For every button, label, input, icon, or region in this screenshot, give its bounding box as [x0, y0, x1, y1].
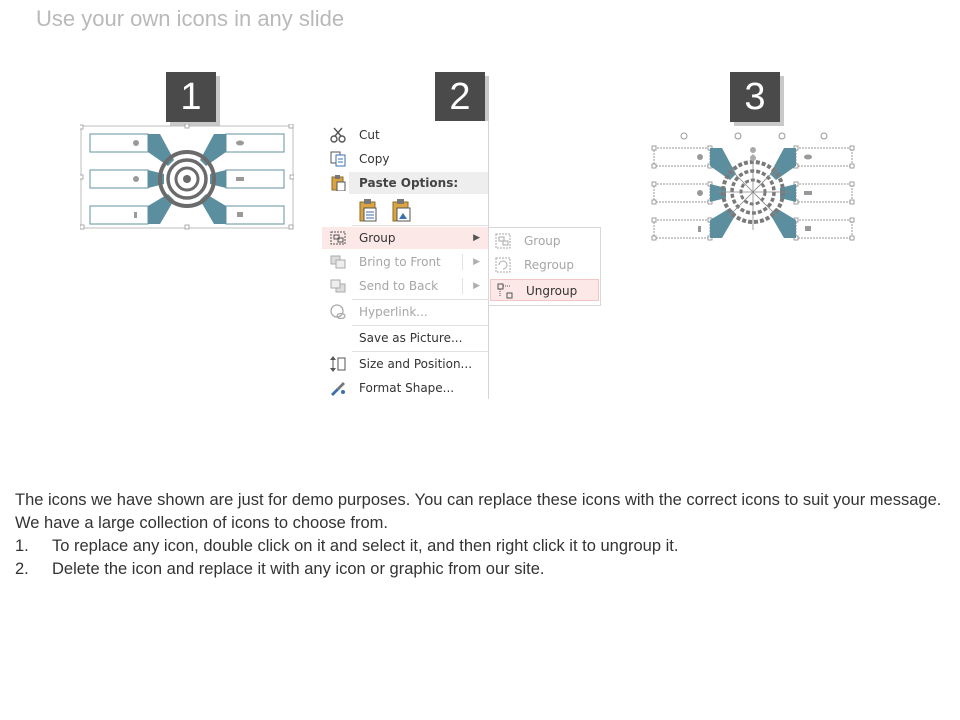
group-icon	[329, 230, 347, 246]
menu-label-size-and-position: Size and Position...	[359, 357, 473, 371]
instructions-intro: The icons we have shown are just for demo purposes. You can replace these icons with the correct icons to suit your message. We have a large collection of icons to choose from.	[15, 491, 942, 532]
step-number: 1.	[15, 537, 29, 555]
group-submenu	[488, 227, 601, 306]
step-badge-3: 3	[730, 72, 780, 122]
submenu-item-group[interactable]	[489, 230, 600, 252]
instructions	[15, 489, 945, 581]
hyperlink-icon	[329, 304, 347, 320]
group-icon	[495, 233, 511, 249]
ungroup-icon	[497, 283, 513, 299]
menu-label-format-shape: Format Shape...	[359, 381, 455, 395]
copy-icon	[329, 151, 347, 167]
menu-item-group[interactable]	[322, 227, 488, 249]
menu-label-send-to-back: Send to Back	[359, 279, 439, 293]
submenu-arrow-icon: ▶	[473, 257, 480, 267]
menu-item-cut[interactable]	[322, 124, 488, 146]
menu-label-cut: Cut	[359, 128, 380, 142]
paste-options-label: Paste Options:	[359, 176, 459, 190]
paste-options-header	[349, 172, 488, 194]
menu-label-save-as-picture: Save as Picture...	[359, 331, 463, 345]
submenu-label-regroup: Regroup	[524, 258, 575, 272]
instruction-step-1	[15, 535, 945, 558]
submenu-arrow-icon: ▶	[473, 233, 480, 243]
submenu-label-ungroup: Ungroup	[526, 284, 578, 298]
menu-item-format-shape[interactable]	[322, 377, 488, 399]
step-badge-2: 2	[435, 72, 485, 122]
step-text: To replace any icon, double click on it and select it, and then right click it to ungroup it.	[52, 537, 679, 555]
clipboard-icon	[329, 175, 347, 191]
format-shape-icon	[329, 380, 347, 396]
submenu-label-group: Group	[524, 234, 561, 248]
submenu-arrow-icon: ▶	[473, 281, 480, 291]
menu-label-hyperlink: Hyperlink...	[359, 305, 428, 319]
scissors-icon	[329, 127, 347, 143]
slide-title: Use your own icons in any slide	[36, 6, 345, 31]
step-number: 2.	[15, 560, 29, 578]
step-badge-1: 1	[166, 72, 216, 122]
paste-keep-formatting-icon[interactable]	[357, 199, 379, 223]
send-to-back-icon	[329, 278, 347, 294]
menu-item-bring-to-front[interactable]	[322, 251, 488, 273]
menu-item-hyperlink[interactable]	[322, 301, 488, 323]
size-position-icon	[329, 356, 347, 372]
step-text: Delete the icon and replace it with any icon or graphic from our site.	[52, 560, 545, 578]
submenu-item-regroup[interactable]	[489, 254, 600, 276]
target-diagram-selected[interactable]	[80, 124, 294, 230]
menu-label-group: Group	[359, 231, 396, 245]
paste-picture-icon[interactable]	[390, 199, 412, 223]
menu-item-send-to-back[interactable]	[322, 275, 488, 297]
menu-item-copy[interactable]	[322, 148, 488, 170]
menu-item-size-and-position[interactable]	[322, 353, 488, 375]
instruction-step-2	[15, 558, 945, 581]
menu-item-save-as-picture[interactable]	[322, 327, 488, 349]
submenu-item-ungroup[interactable]	[490, 279, 599, 301]
regroup-icon	[495, 257, 511, 273]
bring-to-front-icon	[329, 254, 347, 270]
context-menu	[322, 121, 489, 399]
menu-label-copy: Copy	[359, 152, 390, 166]
menu-label-bring-to-front: Bring to Front	[359, 255, 441, 269]
target-diagram-ungrouped[interactable]	[650, 130, 856, 246]
